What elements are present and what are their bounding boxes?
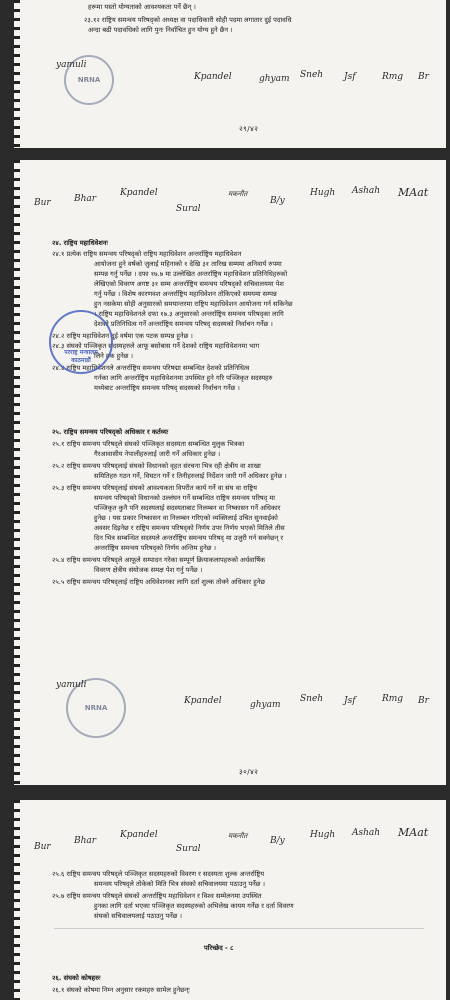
text-line: समितिहरु गठन गर्ने, विघटन गर्ने र तिनीहरुलाई निर्देशन जारी गर्ने अधिकार हुनेछ । [94, 472, 287, 480]
stamp-text: परराष्ट्र मन्त्रालय काठमाडौं [64, 349, 98, 364]
signature: yamuli [56, 60, 87, 70]
text-line: २५.१ राष्ट्रिय समन्वय परिषद्ले संघको पञ्जिकृत सदस्यता सम्बन्धित मुलुक भित्रका [52, 440, 245, 448]
text-line: २४.१ प्रत्येक राष्ट्रिय समन्वय परिषद्को राष्ट्रिय महाधिवेशन अन्तर्राष्ट्रिय महाधिवेशन [52, 250, 242, 258]
document-page-3 [14, 800, 446, 1000]
signature: Sneh [300, 70, 324, 80]
signature: मकनौत [228, 190, 248, 198]
document-page-1 [14, 0, 446, 148]
signature: ghyam [250, 700, 281, 710]
text-line: सम्पन्न गर्नु पर्नेछ । दफा १७.७ मा उल्लेखित अन्तर्राष्ट्रिय महाधिवेशन प्रतिनिधिहरुको [94, 270, 288, 278]
text-line: २४.४ राष्ट्रिय महाधिवेशनले अन्तर्राष्ट्रिय समन्वय परिषद्मा सम्बन्धित देशको प्रतिनिधित्व [52, 364, 250, 372]
signature: Rmg [382, 694, 404, 704]
signature: MAat [398, 826, 429, 839]
signature: Ashah [352, 828, 381, 838]
signature: Jsf [344, 72, 356, 82]
signature: B/y [270, 196, 285, 206]
text-line: २४.३ संघको पञ्जिकृत सदस्यहरुले आफू बसोबास गर्ने देशको राष्ट्रिय महाधिवेशनमा भाग [52, 342, 260, 350]
page-number: ३०/४२ [239, 768, 259, 776]
signature: Jsf [344, 696, 356, 706]
chapter-heading: परिच्छेद - ८ [204, 944, 234, 952]
text-line: अवसर दिइनेछ र राष्ट्रिय समन्वय परिषद्‌को निर्णय उपर निर्णय भएको मितिले तीस [94, 524, 285, 532]
text-line: गर्नु पर्नेछ । विशेष कारणवश अन्तर्राष्ट्रिय महाधिवेशन तोकिएको समयमा सम्पन्न [94, 290, 277, 298]
text-line: २५.४ राष्ट्रिय समन्वय परिषद्ले आफूले सम्पादन गरेका सम्पूर्ण क्रियाकलापहरुको अर्धवार्षिक [52, 556, 266, 564]
text-line: संघको सचिवालयलाई पठाउनु पर्नेछ । [94, 912, 183, 920]
section-heading: २५. राष्ट्रिय समन्वय परिषद्को अधिकार र कर्तव्यः [52, 428, 169, 436]
text-line: लिने हक हुनेछ । [94, 352, 133, 360]
signature: Rmg [382, 72, 404, 82]
signature: MAat [398, 186, 429, 199]
text-line: अन्तर्राष्ट्रिय समन्वय परिषद्को निर्णय अन्तिम हुनेछ । [94, 544, 217, 552]
section-heading: २४. राष्ट्रिय महाधिवेशनः [52, 239, 108, 247]
text-line: २४.२ राष्ट्रिय महाधिवेशन दुई वर्षमा एक पटक सम्पन्न हुनेछ । [52, 332, 193, 340]
text-line: २५.७ राष्ट्रिय समन्वय परिषद्ले संघको अन्तर्राष्ट्रिय महाधिवेशन र विश्व सम्मेलनमा उपस्थित [52, 892, 262, 900]
signature: Bur [34, 842, 51, 852]
signature: Sural [176, 844, 201, 854]
text-line: हुन नसकेमा सोही अनुसारको समयान्तरमा राष्ट्रिय महाधिवेशन आयोजना गर्न सकिनेछ [94, 300, 293, 308]
ministry-stamp [49, 310, 113, 374]
section-heading: २६. संघको कोषहरुः [52, 974, 101, 982]
nrna-seal: NRNA [64, 55, 114, 105]
text-line: २५.३ राष्ट्रिय समन्वय परिषद्लाई संघको आवश्यकता विपरीत कार्य गर्ने वा संघ वा राष्ट्रिय [52, 484, 257, 492]
signature: Br [418, 72, 429, 82]
text-line: गर्नका लागि अन्तर्राष्ट्रिय महाधिवेशनमा उपस्थित हुने गरि पञ्जिकृत सदस्यहरु [94, 374, 273, 382]
binder-holes [14, 800, 20, 1000]
signature: B/y [270, 836, 285, 846]
signature: Kpandel [120, 188, 158, 198]
text-line: हरूमा यस्तो योग्यताको आवश्यकता पर्ने छैन् । [88, 3, 196, 11]
nrna-seal: NRNA [66, 678, 126, 738]
text-line: दिन भित्र सम्बन्धित सदस्यले अन्तर्राष्ट्रिय समन्वय परिषद्‌ मा उजुरी गर्न सक्नेछन् र [94, 534, 284, 542]
binder-holes [14, 0, 20, 148]
text-line: आयोजना हुने वर्षको जुलाई महिनाको १ देखि ३१ तारिख सम्ममा अनिवार्य रुपमा [94, 260, 282, 268]
binder-holes [14, 160, 20, 785]
text-line: लेखिएको विवरण अगष्ट ३१ सम्म अन्तर्राष्ट्रिय समन्वय परिषद्को सचिवालयमा पेश [94, 280, 284, 288]
signature: Br [418, 696, 429, 706]
text-line: विवरण क्षेत्रीय संयोजक समक्ष पेश गर्नु पर्नेछ । [94, 566, 203, 574]
signature: Bhar [74, 836, 97, 846]
signature: मकनौत [228, 832, 248, 840]
text-line: समन्वय परिषद्को विधानको उल्लंघन गर्ने सम्बन्धित राष्ट्रिय समन्वय परिषद्‌ मा [94, 494, 275, 502]
text-line: । राष्ट्रिय महाधिवेशनले दफा १७.३ अनुसारको अन्तर्राष्ट्रिय समन्वय परिषद्‌का लागि [94, 310, 284, 318]
signature: Kpandel [194, 72, 232, 82]
signature: ghyam [259, 74, 290, 84]
signature: Sneh [300, 694, 324, 704]
text-line: हुनका लागि दर्ता भएका पञ्जिकृत सदस्यहरुको अभिलेख कायम गर्नेछ र दर्ता विवरण [94, 902, 294, 910]
text-line: गैरआवासीय नेपालीहरुलाई जारी गर्ने अधिकार हुनेछ । [94, 450, 221, 458]
divider [54, 928, 424, 929]
signature: Sural [176, 204, 201, 214]
signature: Kpandel [120, 830, 158, 840]
text-line: पञ्जिकृत कुनै पनि सदस्यलाई सदस्यताबाट निलम्बन वा निष्कासन गर्ने अधिकार [94, 504, 281, 512]
signature: Bhar [74, 194, 97, 204]
signature: yamuli [56, 680, 87, 690]
signature: Hugh [310, 188, 336, 198]
text-line: २६.१ संघको कोषमा निम्न अनुसार रकमहरु सामेल हुनेछन्ः [52, 986, 190, 994]
text-line: २५.५ राष्ट्रिय समन्वय परिषद्लाई राष्ट्रिय अधिवेशनका लागि दर्ता शुल्क तोक्ने अधिकार हुनेछ [52, 578, 266, 586]
text-line: मध्येबाट अन्तर्राष्ट्रिय समन्वय परिषद्‌ सदस्यको निर्वाचन गर्नेछ । [94, 384, 240, 392]
text-line: समन्वय परिषद्ले तोकेको मिति भित्र संघको सचिवालयमा पठाउनु पर्नेछ । [94, 880, 265, 888]
signature: Ashah [352, 186, 381, 196]
signature: Hugh [310, 830, 336, 840]
text-line: २५.६ राष्ट्रिय समन्वय परिषद्ले पञ्जिकृत सदस्यहरुको विवरण र सदस्यता शुल्क अन्तर्राष्ट्रिय [52, 870, 265, 878]
document-page-2 [14, 160, 446, 785]
text-line: अन्दा बढी पदावधिको लागि पुनः निर्वाचित हुन योग्य हुने छैन । [88, 26, 233, 34]
text-line: २५.२ राष्ट्रिय समन्वय परिषद्लाई संघको विधानको वृहत संरचना भित्र रही क्षेत्रीय वा शाखा [52, 462, 261, 470]
text-line: २३.१२ राष्ट्रिय समन्वय परिषद्को अध्यक्ष वा पदाधिकारी सोही पदमा लगातार दुई पदावधि [84, 16, 292, 24]
page-number: २९/४२ [239, 125, 259, 133]
text-line: देशको प्रतिनिधित्व गर्ने अन्तर्राष्ट्रिय समन्वय परिषद्‌ सदस्यको निर्वाचन गर्नेछ । [94, 320, 273, 328]
signature: Kpandel [184, 696, 222, 706]
signature: Bur [34, 198, 51, 208]
text-line: हुनेछ । यस प्रकार निष्कासन वा निलम्बन गरिएको व्यक्तिलाई उचित सुनवाईको [94, 514, 278, 522]
